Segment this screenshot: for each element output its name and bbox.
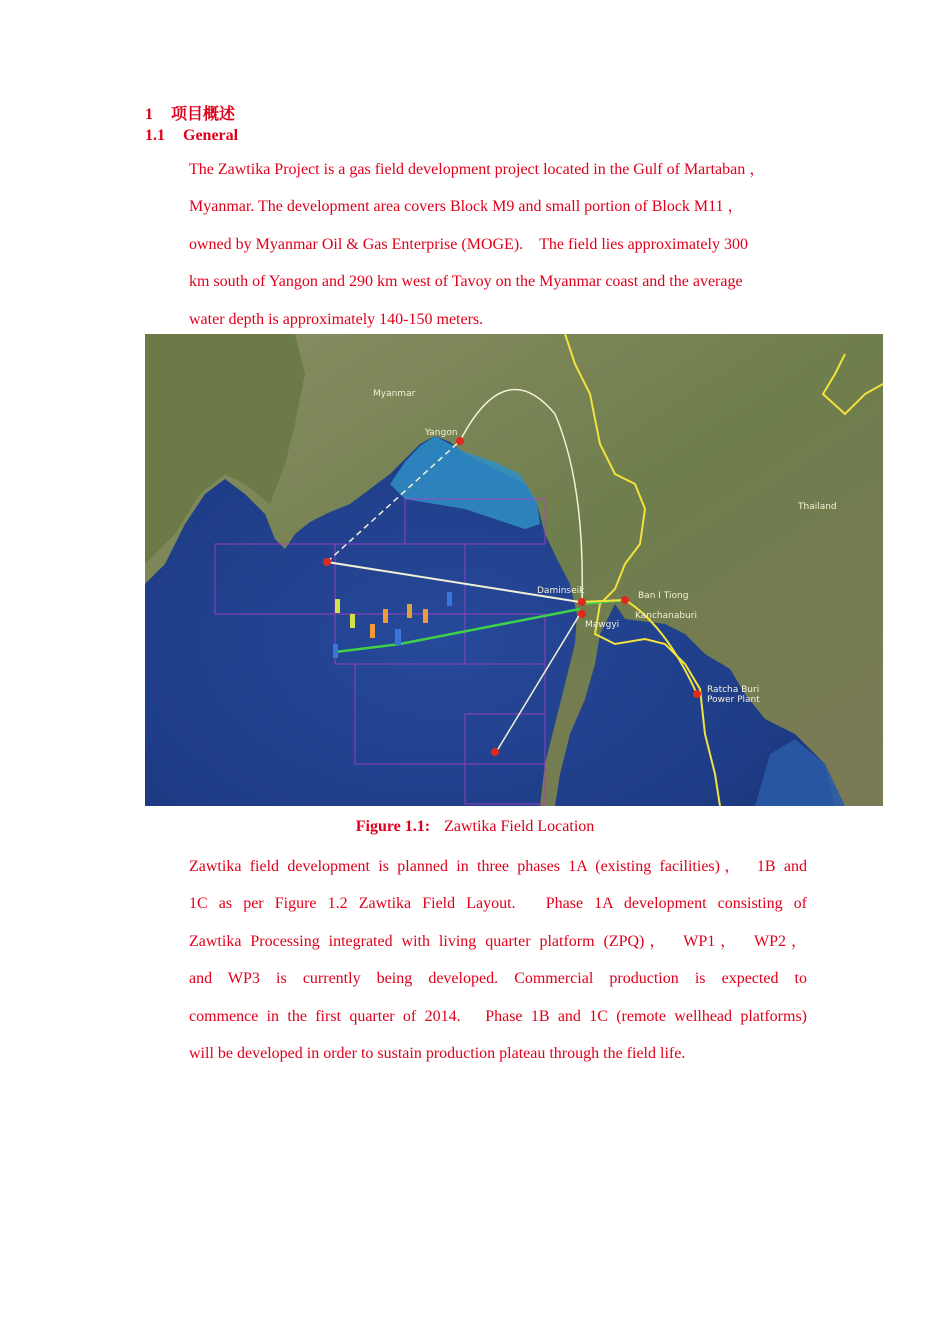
paragraph-line: 1C as per Figure 1.2 Zawtika Field Layout. Phase 1A development consisting of xyxy=(189,895,807,913)
figure-caption-label: Figure 1.1: xyxy=(355,818,431,835)
subsection-number: 1.1 xyxy=(145,127,165,144)
section-heading xyxy=(145,101,235,124)
map-label-ban-i-tiong: Ban I Tiong xyxy=(638,591,689,601)
figure-caption xyxy=(0,818,950,836)
development-paragraph xyxy=(189,848,807,1072)
map-label-mawgyi: Mawgyi xyxy=(585,620,620,630)
paragraph-line: commence in the first quarter of 2014. Phase 1B and 1C (remote wellhead platforms) xyxy=(189,1007,807,1025)
subsection-heading xyxy=(145,127,238,145)
paragraph-line: owned by Myanmar Oil & Gas Enterprise (MOGE). The field lies approximately 300 xyxy=(189,235,748,253)
map-label-myanmar: Myanmar xyxy=(373,389,416,399)
field-location-map xyxy=(145,334,883,806)
paragraph-line: Zawtika Processing integrated with living quarter platform (ZPQ)， WP1， WP2， xyxy=(189,932,807,950)
map-label-yangon: Yangon xyxy=(425,428,458,438)
subsection-title: General xyxy=(183,127,239,144)
map-label-daminseik: Daminseik xyxy=(537,586,585,596)
map-label-kanchanaburi: Kanchanaburi xyxy=(635,611,697,621)
paragraph-line: water depth is approximately 140-150 meters. xyxy=(189,310,484,328)
figure-caption-text: Zawtika Field Location xyxy=(444,818,595,835)
section-title: 项目概述 xyxy=(171,106,236,123)
paragraph-line: Myanmar. The development area covers Block M9 and small portion of Block M11 ， xyxy=(189,198,744,216)
map-label-thailand: Thailand xyxy=(798,502,837,512)
paragraph-line: and WP3 is currently being developed. Commercial production is expected to xyxy=(189,970,807,988)
paragraph-line: will be developed in order to sustain production plateau through the field life. xyxy=(189,1045,686,1063)
section-number: 1 xyxy=(145,106,153,123)
paragraph-line: km south of Yangon and 290 km west of Tavoy on the Myanmar coast and the average xyxy=(189,273,743,291)
map-label-ratcha-buri: Ratcha Buri xyxy=(707,685,760,695)
intro-paragraph xyxy=(189,151,807,338)
map-label-power-plant: Power Plant xyxy=(707,695,760,705)
paragraph-line: The Zawtika Project is a gas field development project located in the Gulf of Martaban ， xyxy=(189,161,766,178)
map-image xyxy=(145,334,883,806)
paragraph-line: Zawtika field development is planned in three phases 1A (existing facilities)， 1B and xyxy=(189,858,807,875)
